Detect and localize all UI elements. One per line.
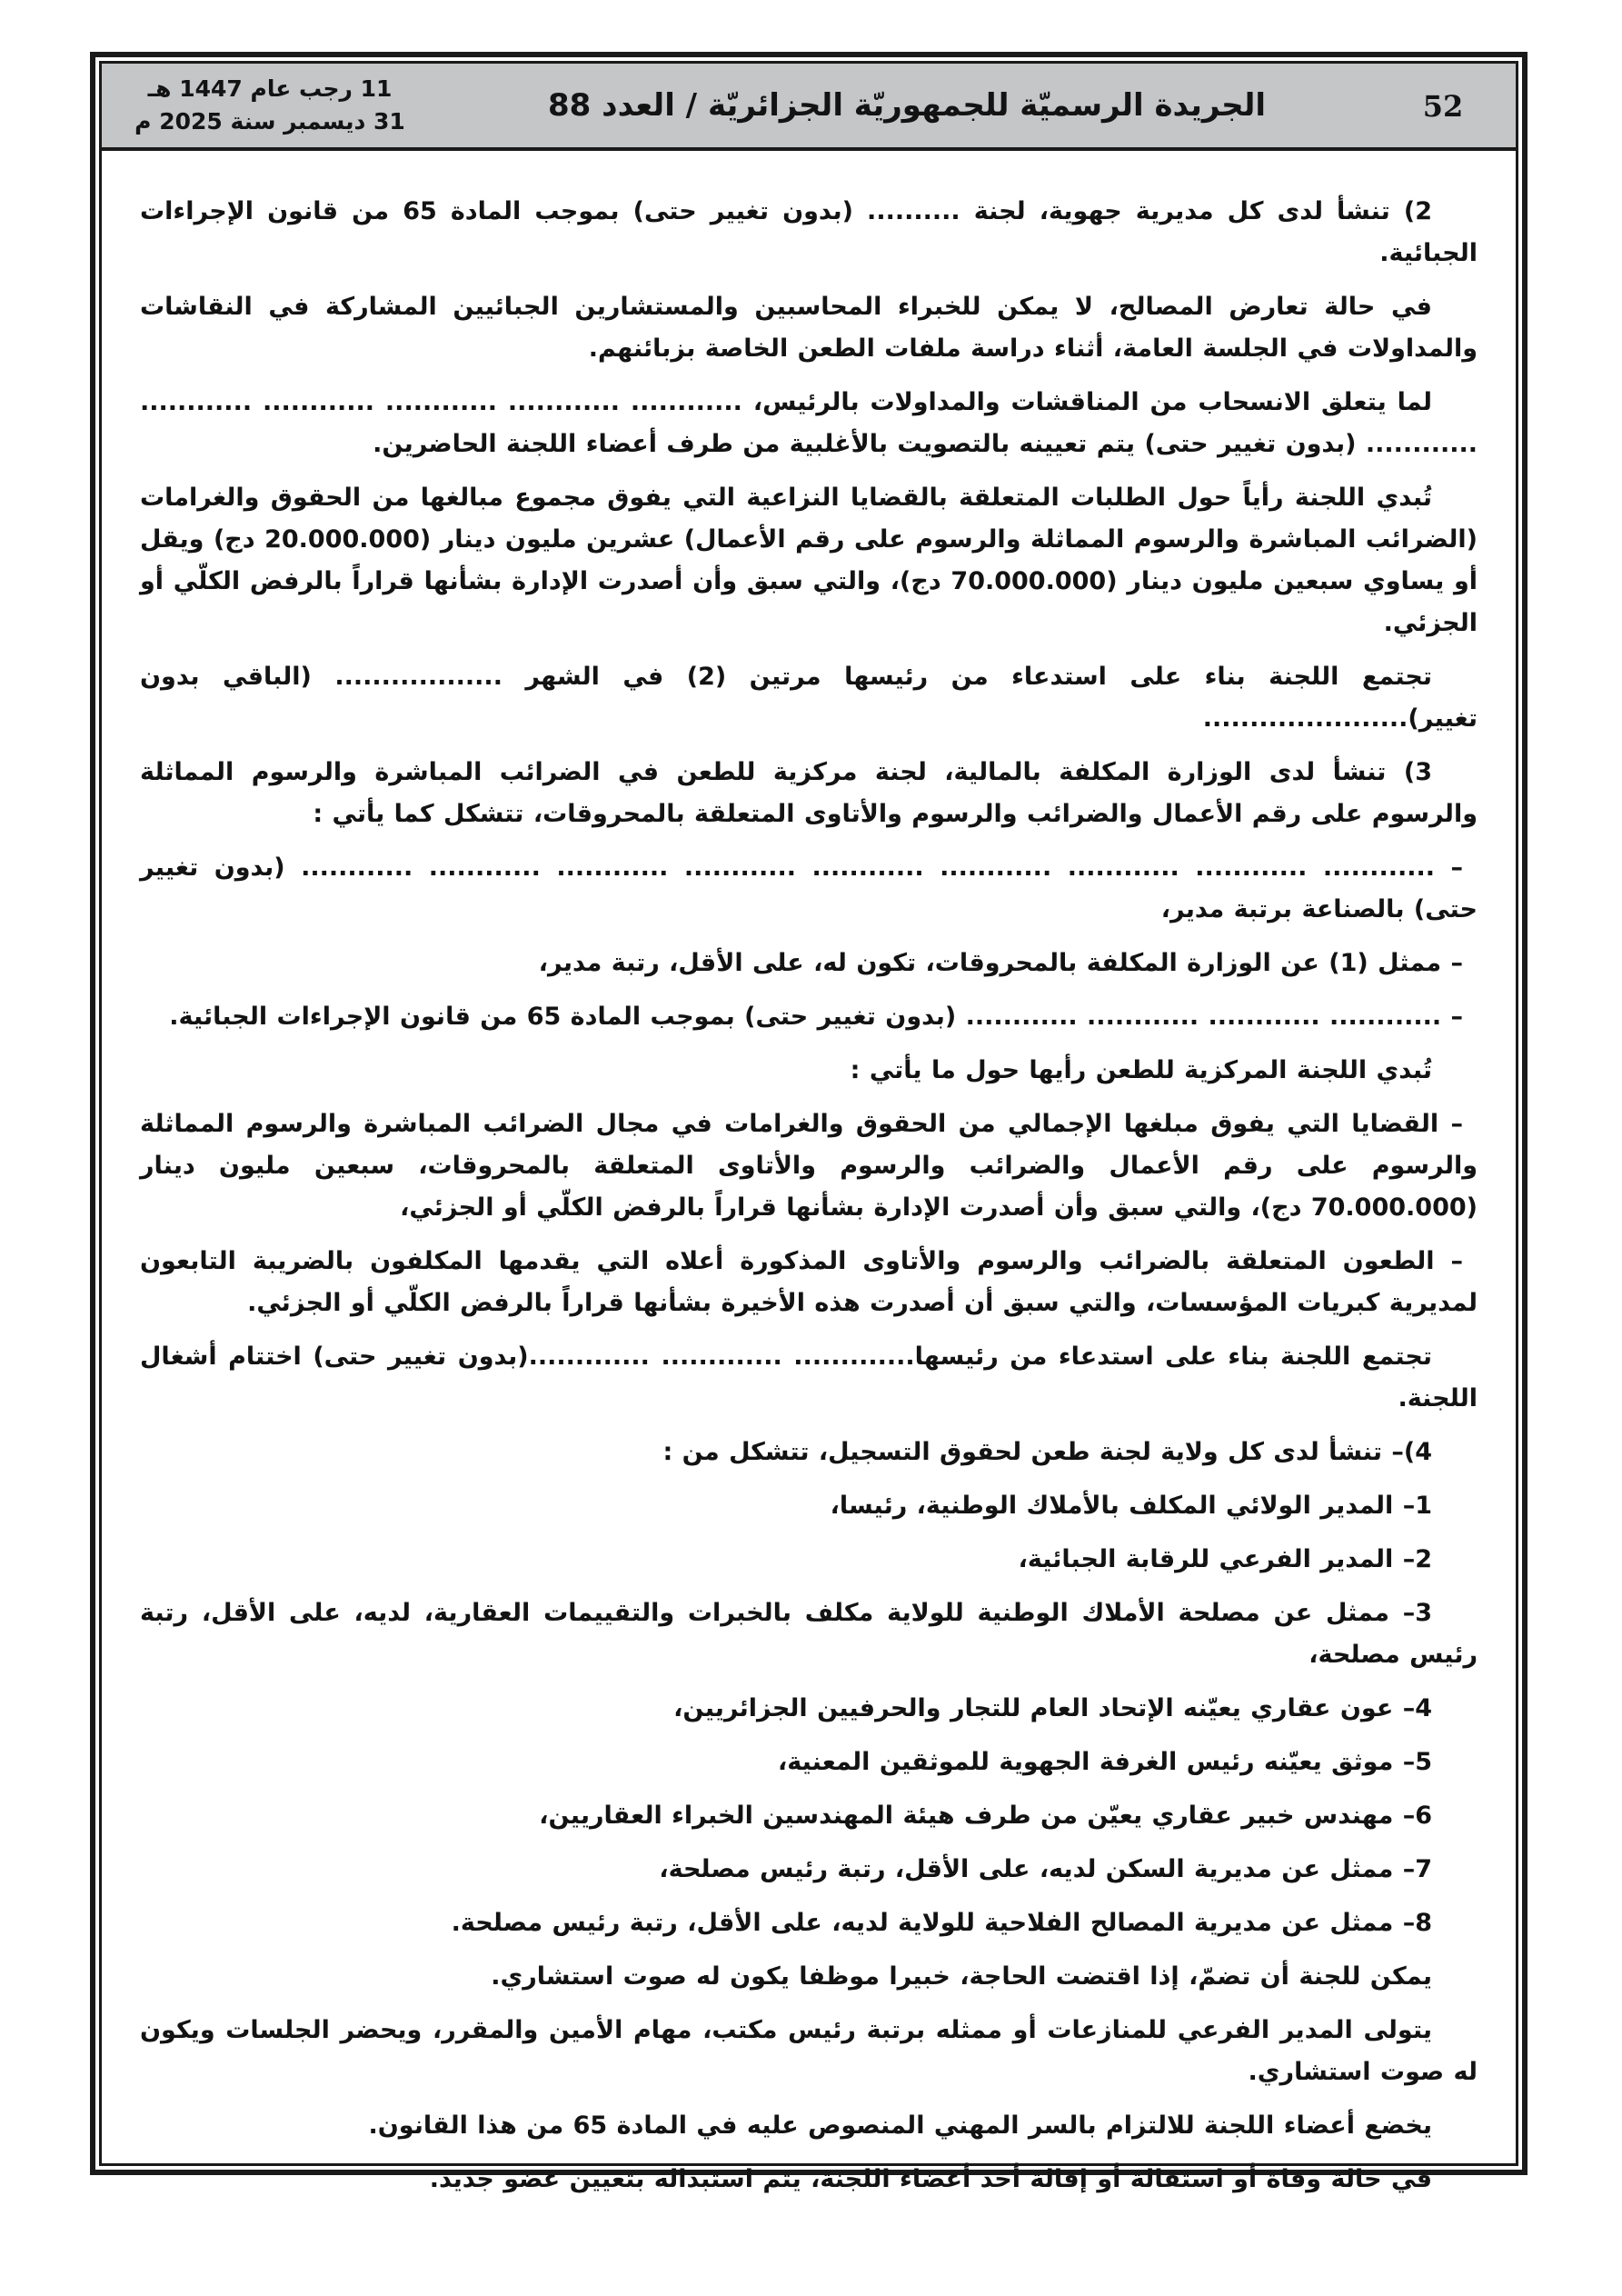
page-frame-inner	[99, 61, 1518, 2193]
paragraph: تجتمع اللجنة بناء على استدعاء من رئيسها مرتين (2) في الشهر .................. (الباقي بدون تغيير)......................	[140, 663, 1478, 733]
paragraph-dash-item: – ............ ............ ............ ............ (بدون تغيير حتى) بموجب المادة 65 من قانون الإجراءات الجبائية.	[169, 1003, 1463, 1031]
paragraph: يتولى المدير الفرعي للمنازعات أو ممثله برتبة رئيس مكتب، مهام الأمين والمقرر، ويحضر الجلسات ويكون له صوت استشاري.	[140, 2016, 1478, 2086]
paragraph-numbered-item: 6– مهندس خبير عقاري يعيّن من طرف هيئة المهندسين الخبراء العقاريين،	[539, 1802, 1432, 1830]
paragraph-numbered-item: 1– المدير الولائي المكلف بالأملاك الوطنية، رئيسا،	[830, 1492, 1432, 1520]
paragraph-numbered-item: 3– ممثل عن مصلحة الأملاك الوطنية للولاية مكلف بالخبرات والتقييمات العقارية، لديه، على الأقل، رتبة رئيس مصلحة،	[140, 1599, 1478, 1669]
gazette-title: الجريدة الرسميّة للجمهوريّة الجزائريّة / العدد 88	[547, 87, 1266, 124]
paragraph-numbered-item: 7– ممثل عن مديرية السكن لديه، على الأقل، رتبة رئيس مصلحة،	[659, 1855, 1432, 1883]
paragraph-dash-item: – ممثل (1) عن الوزارة المكلفة بالمحروقات، تكون له، على الأقل، رتبة مدير،	[538, 949, 1463, 977]
paragraph-numbered-item: 5– موثق يعيّنه رئيس الغرفة الجهوية للموثقين المعنية،	[778, 1748, 1432, 1776]
paragraph: في حالة وفاة أو استقالة أو إقالة أحد أعضاء اللجنة، يتم استبداله بتعيين عضو جديد.	[429, 2165, 1432, 2193]
paragraph: 4)– تنشأ لدى كل ولاية لجنة طعن لحقوق التسجيل، تتشكل من :	[662, 1438, 1432, 1466]
masthead	[102, 64, 1516, 151]
paragraph: تُبدي اللجنة رأياً حول الطلبات المتعلقة بالقضايا النزاعية التي يفوق مجموع مبالغها من الحقوق والغرامات (الضرائب المباشرة والرسوم المماثلة والرسوم على رقم الأعمال) عشرين مليون دينار (20.000.000 دج) ويقل أو يساوي سبعين مليون دينار (70.000.000 دج)، والتي سبق وأن أصدرت الإدارة بشأنها قراراً بالرفض الكلّي أو الجزئي.	[140, 484, 1478, 637]
paragraph: في حالة تعارض المصالح، لا يمكن للخبراء المحاسبين والمستشارين الجبائيين المشاركة في النقاشات والمداولات في الجلسة العامة، أثناء دراسة ملفات الطعن الخاصة بزبائنهم.	[140, 293, 1478, 363]
paragraph: تجتمع اللجنة بناء على استدعاء من رئيسها............. ............. .............(بدون تغيير حتى) اختتام أشغال اللجنة.	[140, 1343, 1478, 1413]
date-block	[102, 73, 443, 139]
paragraph: 3) تنشأ لدى الوزارة المكلفة بالمالية، لجنة مركزية للطعن في الضرائب المباشرة والرسوم المماثلة والرسوم على رقم الأعمال والضرائب والرسوم والأتاوى المتعلقة بالمحروقات، تتشكل كما يأتي :	[140, 758, 1478, 828]
paragraph: يخضع أعضاء اللجنة للالتزام بالسر المهني المنصوص عليه في المادة 65 من هذا القانون.	[368, 2111, 1432, 2140]
page-frame-outer	[90, 52, 1527, 2193]
paragraph-dash-item: – ............ ............ ............ ............ ............ ............ ............ ............ ............ (بدون تغيير حتى) بالصناعة برتبة مدير،	[140, 854, 1478, 923]
date-gregorian: 31 ديسمبر سنة 2025 م	[134, 108, 405, 135]
paragraph-numbered-item: 2– المدير الفرعي للرقابة الجبائية،	[1018, 1545, 1432, 1573]
page-number: 52	[1422, 89, 1464, 124]
paragraph: لما يتعلق الانسحاب من المناقشات والمداولات بالرئيس، ............ ............ ............ ............ ............ ............ (بدون تغيير حتى) يتم تعيينه بالتصويت بالأغلبية من طرف أعضاء اللجنة الحاضرين.	[140, 388, 1478, 458]
paragraph: يمكن للجنة أن تضمّ، إذا اقتضت الحاجة، خبيرا موظفا يكون له صوت استشاري.	[491, 1962, 1432, 1991]
paragraph-dash-item: – الطعون المتعلقة بالضرائب والرسوم والأتاوى المذكورة أعلاه التي يقدمها المكلفون بالضريبة التابعون لمديرية كبريات المؤسسات، والتي سبق أن أصدرت هذه الأخيرة بشأنها قراراً بالرفض الكلّي أو الجزئي.	[140, 1247, 1478, 1317]
article-body	[102, 151, 1516, 2212]
paragraph-numbered-item: 4– عون عقاري يعيّنه الإتحاد العام للتجار والحرفيين الجزائريين،	[673, 1694, 1432, 1722]
date-hijri: 11 رجب عام 1447 هـ	[147, 75, 393, 102]
paragraph: 2) تنشأ لدى كل مديرية جهوية، لجنة .......... (بدون تغيير حتى) بموجب المادة 65 من قانون الإجراءات الجبائية.	[140, 197, 1478, 267]
paragraph-dash-item: – القضايا التي يفوق مبلغها الإجمالي من الحقوق والغرامات في مجال الضرائب المباشرة والرسوم المماثلة والرسوم على رقم الأعمال والضرائب والرسوم والأتاوى المتعلقة بالمحروقات، سبعين مليون دينار (70.000.000 دج)، والتي سبق وأن أصدرت الإدارة بشأنها قراراً بالرفض الكلّي أو الجزئي،	[140, 1110, 1478, 1222]
paragraph-numbered-item: 8– ممثل عن مديرية المصالح الفلاحية للولاية لديه، على الأقل، رتبة رئيس مصلحة.	[451, 1909, 1432, 1937]
paragraph: تُبدي اللجنة المركزية للطعن رأيها حول ما يأتي :	[850, 1056, 1432, 1084]
